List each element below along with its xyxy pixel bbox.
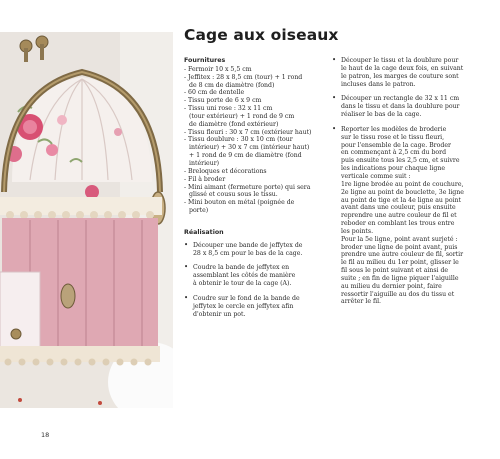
instruction-step (332, 95, 463, 119)
instruction-line: suite ; en fin de ligne piquer l'aiguille (341, 274, 459, 282)
materials-line: de 8 cm de diamètre (fond) (189, 81, 275, 89)
instruction-line: reboder en comblant les trous entre (341, 220, 455, 228)
instruction-line: les points. (341, 227, 374, 235)
instruction-line: broder une ligne de point avant, puis (341, 243, 458, 251)
materials-line: - Mini aimant (fermeture porte) qui sera (184, 183, 311, 191)
instruction-line: prendre une autre couleur de fil, sortir (341, 251, 464, 259)
materials-line: - Breloques et décorations (184, 167, 267, 175)
materials-line: - 60 cm de dentelle (184, 89, 245, 97)
instruction-line: en commençant à 2,5 cm du bord (341, 149, 447, 157)
instruction-line: incluses dans le patron. (341, 80, 416, 88)
instruction-step (184, 242, 318, 258)
materials-line: - Tissu doublure : 30 x 10 cm (tour (184, 136, 293, 144)
instruction-line: Pour la 5e ligne, point avant surjeté : (341, 235, 458, 243)
instruction-line: sur le tissu rose et le tissu fleuri, (341, 133, 445, 141)
instruction-steps (332, 57, 463, 306)
instruction-line: fil sous le point suivant et ainsi de (341, 267, 449, 275)
materials-line: de diamètre (fond extérieur) (189, 120, 279, 128)
instruction-line: le fil au milieu du 1er point, glisser le (341, 259, 459, 267)
materials-line: - Mini bouton en métal (poignée de (184, 199, 295, 207)
instruction-line: les indications pour chaque ligne (341, 165, 446, 173)
instruction-line: au milieu du dernier point, faire (341, 282, 442, 290)
instruction-line: au point de tige et la 4e ligne au point (341, 196, 462, 204)
materials-line: + 1 rond de 9 cm de diamètre (fond (189, 152, 302, 160)
instruction-line: • Reporter les modèles de broderie (341, 125, 447, 133)
instruction-step (184, 264, 318, 288)
instruction-step (332, 57, 463, 88)
instruction-line: pour l'ensemble de la cage. Broder (341, 141, 451, 149)
materials-line: - Tissu uni rose : 32 x 11 cm (184, 105, 273, 113)
instruction-line: reprendre une autre couleur de fil et (341, 212, 457, 220)
instruction-line: puis ensuite tous les 2,5 cm, et suivre (341, 157, 460, 165)
materials-list (184, 66, 318, 215)
instruction-line: avant dans une couleur, puis ensuite (341, 204, 456, 212)
materials-line: - Tissu porte de 6 x 9 cm (184, 97, 262, 105)
materials-line: porte) (189, 207, 209, 215)
instruction-line: 1re ligne brodée au point de couchure, (341, 180, 464, 188)
photo-birdcage-purse (0, 32, 173, 408)
step-spacer (332, 119, 463, 126)
step-spacer (184, 288, 318, 295)
left-column (184, 57, 318, 318)
instruction-line: 2e ligne au point de bouclette, 3e ligne (341, 188, 464, 196)
instruction-line: verticale comme suit : (341, 172, 411, 180)
step-spacer (184, 257, 318, 264)
instruction-line: à obtenir le tour de la cage (A). (193, 280, 292, 288)
page-title: Cage aux oiseaux (184, 26, 339, 44)
instruction-line: • Découper une bande de jeffytex de (193, 241, 303, 249)
instruction-step (332, 126, 463, 306)
instruction-line: • Découper le tissu et la doublure pour (341, 57, 459, 64)
instruction-line: réaliser le bas de la cage. (341, 111, 422, 119)
instruction-line: • Découper un rectangle de 32 x 11 cm (341, 95, 460, 103)
instruction-line: le haut de la cage deux fois, en suivant (341, 64, 464, 72)
instruction-line: 28 x 8,5 cm pour le bas de la cage. (193, 249, 303, 257)
instruction-step (184, 295, 318, 319)
realisation-heading: Réalisation (184, 228, 224, 236)
materials-line: glissé et cousu sous le tissu. (189, 191, 278, 199)
instruction-line: assemblant les côtés de manière (193, 272, 296, 280)
instruction-line: d'obtenir un pot. (193, 310, 246, 318)
page-number: 18 (41, 431, 50, 439)
materials-line: - Fermoir 10 x 5,5 cm (184, 65, 252, 73)
materials-line: (tour extérieur) + 1 rond de 9 cm (189, 112, 295, 120)
materials-line: intérieur) (189, 159, 220, 167)
instruction-line: • Coudre sur le fond de la bande de (193, 294, 300, 302)
materials-heading: Fournitures (184, 57, 226, 64)
right-column (332, 57, 463, 306)
instruction-line: • Coudre la bande de jeffytex en (193, 264, 290, 272)
instruction-line: arrêter le fil. (341, 298, 382, 306)
materials-line: - Jeffitex : 28 x 8,5 cm (tour) + 1 rond (184, 73, 303, 81)
materials-line: - Tissu fleuri : 30 x 7 cm (extérieur haut) (184, 128, 312, 136)
realisation-steps (184, 242, 318, 319)
materials-line: intérieur) + 30 x 7 cm (intérieur haut) (189, 144, 310, 152)
instruction-line: le patron, les marges de couture sont (341, 72, 459, 80)
instruction-line: jeffytex le cercle en jeffytex afin (193, 302, 294, 310)
materials-line: - Fil à broder (184, 175, 226, 183)
instruction-line: ressortir l'aiguille au dos du tissu et (341, 290, 455, 298)
step-spacer (332, 88, 463, 95)
instruction-line: dans le tissu et dans la doublure pour (341, 103, 460, 111)
